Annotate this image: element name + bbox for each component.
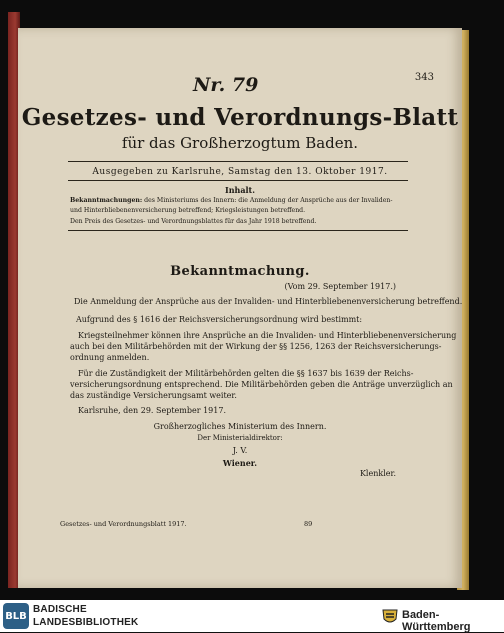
- contents-heading: Inhalt.: [224, 185, 256, 195]
- page-subtitle: für das Großherzogtum Baden.: [121, 134, 359, 152]
- paragraph-line: das zuständige Versicherungsamt weiter.: [70, 391, 237, 400]
- contents-label: Bekanntmachungen:: [70, 197, 143, 204]
- announcement-date: (Vom 29. September 1917.): [284, 282, 396, 291]
- paragraph-line: versicherungsordnung entsprechend. Die Militärbehörden geben die Anträge unverzüglich an: [70, 380, 453, 389]
- state-name[interactable]: Baden-Württemberg: [402, 609, 471, 633]
- paragraph-line: Kriegsteilnehmer können ihre Ansprüche an die Invaliden- und Hinterbliebenenversicherung: [78, 331, 457, 340]
- divider: [68, 230, 408, 231]
- library-name-line-2: LANDESBIBLIOTHEK: [33, 617, 139, 628]
- state-crest-icon: [380, 606, 400, 626]
- announcement-heading: Bekanntmachung.: [170, 264, 310, 279]
- issue-number: Nr. 79: [193, 74, 259, 96]
- contents-line-1: [70, 197, 392, 204]
- paragraph-line: ordnung anmelden.: [70, 353, 150, 362]
- director-title: Der Ministerialdirektor:: [197, 434, 283, 442]
- divider: [68, 161, 408, 162]
- place-date: Karlsruhe, den 29. September 1917.: [78, 406, 226, 415]
- page-number: 343: [414, 72, 434, 83]
- contents-line-3: Den Preis des Gesetzes- und Verordnungsblattes für das Jahr 1918 betreffend.: [70, 218, 317, 225]
- document-page: [18, 28, 462, 588]
- page-title: Gesetzes- und Verordnungs-Blatt: [21, 104, 459, 131]
- viewer-footer-bar: [0, 600, 504, 632]
- library-name-line-1: BADISCHE: [33, 604, 87, 615]
- footer-sheet-number: 89: [304, 520, 313, 528]
- divider: [68, 180, 408, 181]
- in-lieu: J. V.: [232, 446, 248, 455]
- signer-name: Klenkler.: [359, 469, 396, 478]
- contents-line-2: und Hinterbliebenenversicherung betreffend; Kriegsleistungen betreffend.: [70, 207, 306, 214]
- blb-logo[interactable]: BLB: [3, 603, 29, 629]
- paragraph-line: auch bei den Militärbehörden mit der Wirkung der §§ 1256, 1263 der Reichsversicherungs-: [70, 342, 442, 351]
- issue-date: Ausgegeben zu Karlsruhe, Samstag den 13. Oktober 1917.: [92, 167, 388, 177]
- announcement-subject: Die Anmeldung der Ansprüche aus der Invaliden- und Hinterbliebenenversicherung betreffend.: [74, 297, 463, 306]
- signer-name: Wiener.: [222, 458, 258, 468]
- ministry: Großherzogliches Ministerium des Innern.: [153, 422, 327, 431]
- footer-title: Gesetzes- und Verordnungsblatt 1917.: [60, 520, 187, 528]
- paragraph-line: Für die Zuständigkeit der Militärbehörden gelten die §§ 1637 bis 1639 der Reichs-: [78, 369, 414, 378]
- contents-text: des Ministeriums des Innern: die Anmeldung der Ansprüche aus der Invaliden-: [144, 197, 393, 204]
- legal-basis: Aufgrund des § 1616 der Reichsversicherungsordnung wird bestimmt:: [76, 315, 363, 324]
